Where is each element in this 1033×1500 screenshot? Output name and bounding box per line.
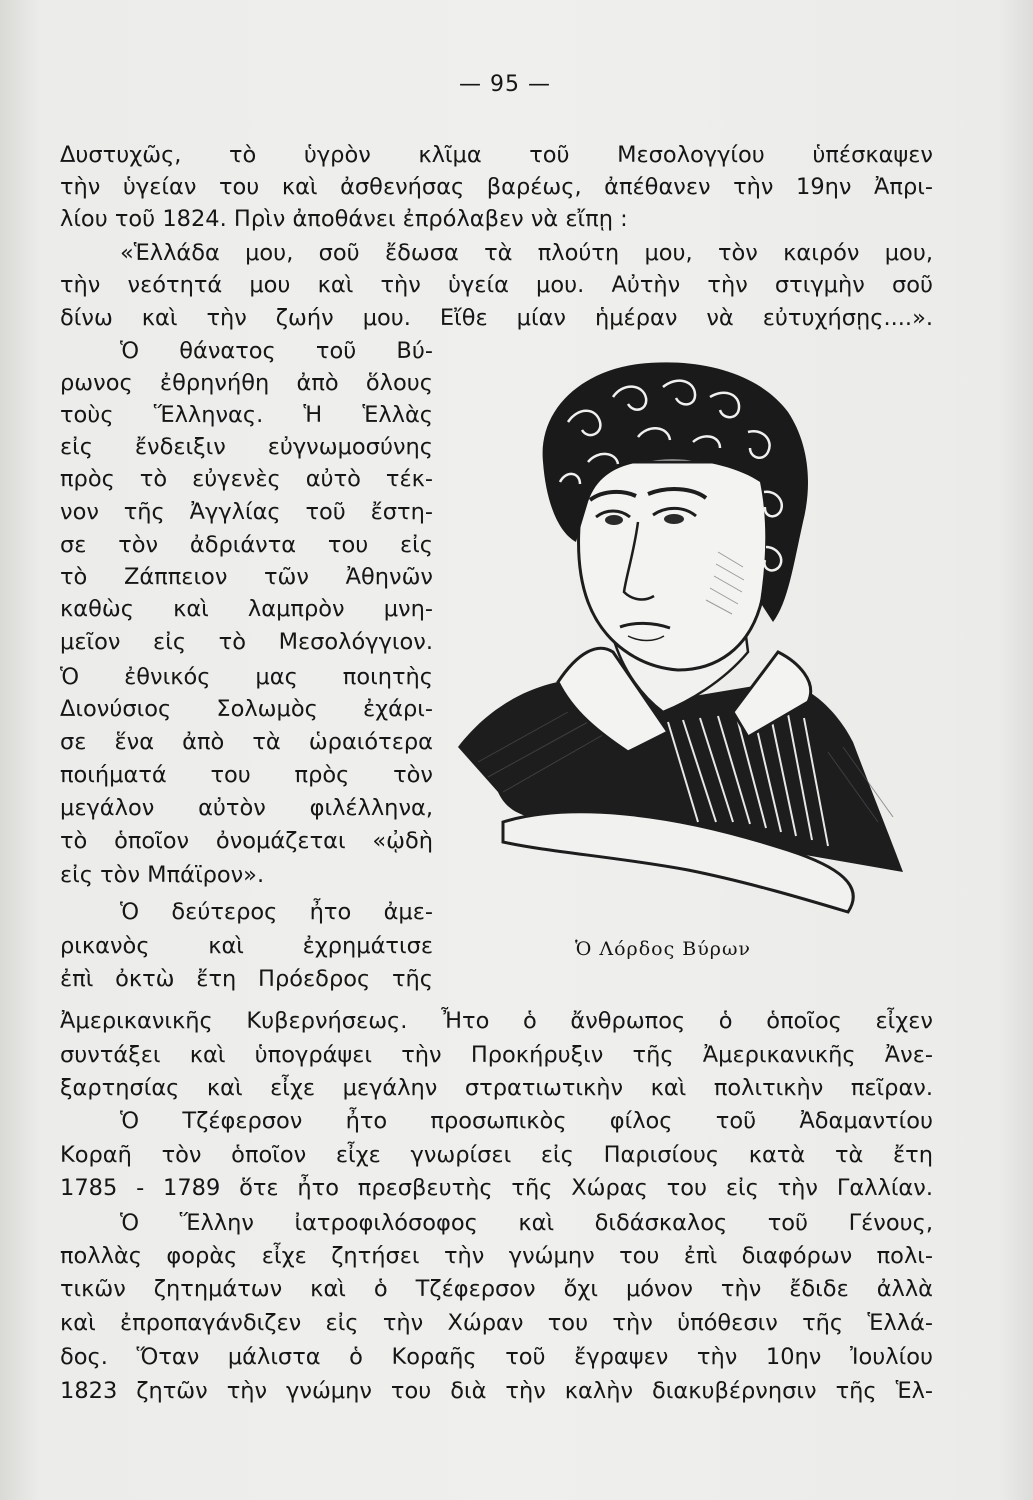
text-line: τὸ Ζάππειον τῶν Ἀθηνῶν bbox=[60, 564, 433, 590]
text-line: ρικανὸς καὶ ἐχρημάτισε bbox=[60, 933, 433, 959]
text-line: Ὁ θάνατος τοῦ Βύ- bbox=[120, 338, 433, 364]
text-line: τικῶν ζητημάτων καὶ ὁ Τζέφερσον ὄχι μόνον τὴν ἔδιδε ἀλλὰ bbox=[60, 1276, 933, 1302]
text-line: συντάξει καὶ ὑπογράψει τὴν Προκήρυξιν τῆς Ἀμερικανικῆς Ἀνε- bbox=[60, 1042, 933, 1068]
text-line: ρωνος ἐθρηνήθη ἀπὸ ὅλους bbox=[60, 370, 433, 396]
text-line: πολλὰς φορὰς εἶχε ζητήσει τὴν γνώμην του ἐπὶ διαφόρων πολι- bbox=[60, 1243, 933, 1269]
text-line: Ὁ Ἕλλην ἰατροφιλόσοφος καὶ διδάσκαλος τοῦ Γένους, bbox=[120, 1210, 933, 1236]
text-line: νον τῆς Ἀγγλίας τοῦ ἔστη- bbox=[60, 499, 433, 525]
text-line: σε ἕνα ἀπὸ τὰ ὡραιότερα bbox=[60, 729, 433, 755]
portrait-illustration bbox=[448, 352, 908, 932]
text-line: ἐπὶ ὀκτὼ ἔτη Πρόεδρος τῆς bbox=[60, 966, 433, 992]
text-line: ποιήματά του πρὸς τὸν bbox=[60, 762, 433, 788]
text-line: 1823 ζητῶν τὴν γνώμην του διὰ τὴν καλὴν διακυβέρνησιν τῆς Ἑλ- bbox=[60, 1378, 933, 1404]
text-line: λίου τοῦ 1824. Πρὶν ἀποθάνει ἐπρόλαβεν νὰ εἴπῃ : bbox=[60, 206, 628, 232]
text-line: τὸ ὁποῖον ὀνομάζεται «ᾠδὴ bbox=[60, 828, 433, 854]
text-line: τὴν νεότητά μου καὶ τὴν ὑγεία μου. Αὐτὴν τὴν στιγμὴν σοῦ bbox=[60, 272, 933, 298]
text-line: εἰς ἔνδειξιν εὐγνωμοσύνης bbox=[60, 434, 433, 460]
text-line: καθὼς καὶ λαμπρὸν μνη- bbox=[60, 596, 433, 622]
text-line: Δυστυχῶς, τὸ ὑγρὸν κλῖμα τοῦ Μεσολογγίου ὑπέσκαψεν bbox=[60, 142, 933, 168]
text-line: Διονύσιος Σολωμὸς ἐχάρι- bbox=[60, 696, 433, 722]
text-line: πρὸς τὸ εὐγενὲς αὐτὸ τέκ- bbox=[60, 466, 433, 492]
text-line: Ὁ Τζέφερσον ἦτο προσωπικὸς φίλος τοῦ Ἀδαμαντίου bbox=[120, 1108, 933, 1134]
text-line: καὶ ἐπροπαγάνδιζεν εἰς τὴν Χώραν του τὴν ὑπόθεσιν τῆς Ἑλλά- bbox=[60, 1310, 933, 1336]
text-line: Ἀμερικανικῆς Κυβερνήσεως. Ἦτο ὁ ἄνθρωπος ὁ ὁποῖος εἶχεν bbox=[60, 1008, 933, 1034]
text-line: Ὁ ἐθνικός μας ποιητὴς bbox=[60, 664, 433, 690]
text-line: δος. Ὅταν μάλιστα ὁ Κοραῆς τοῦ ἔγραψεν τὴν 10ην Ἰουλίου bbox=[60, 1344, 933, 1370]
text-line: τοὺς Ἕλληνας. Ἡ Ἑλλὰς bbox=[60, 402, 433, 428]
page-number: — 95 — bbox=[459, 72, 551, 97]
portrait-caption: Ὁ Λόρδος Βύρων bbox=[575, 938, 751, 960]
text-line: εἰς τὸν Μπάϊρον». bbox=[60, 862, 265, 888]
text-line: «Ἑλλάδα μου, σοῦ ἔδωσα τὰ πλούτη μου, τὸν καιρόν μου, bbox=[120, 240, 933, 266]
text-line: 1785 - 1789 ὅτε ἦτο πρεσβευτὴς τῆς Χώρας του εἰς τὴν Γαλλίαν. bbox=[60, 1175, 933, 1201]
text-line: μεῖον εἰς τὸ Μεσολόγγιον. bbox=[60, 629, 433, 655]
text-line: Ὁ δεύτερος ἦτο ἀμε- bbox=[120, 899, 433, 925]
text-line: σε τὸν ἀδριάντα του εἰς bbox=[60, 532, 433, 558]
text-line: δίνω καὶ τὴν ζωήν μου. Εἴθε μίαν ἡμέραν νὰ εὐτυχήσῃς....». bbox=[60, 305, 933, 331]
text-line: Κοραῆ τὸν ὁποῖον εἶχε γνωρίσει εἰς Παρισίους κατὰ τὰ ἔτη bbox=[60, 1142, 933, 1168]
text-line: μεγάλον αὐτὸν φιλέλληνα, bbox=[60, 795, 433, 821]
text-line: ξαρτησίας καὶ εἶχε μεγάλην στρατιωτικὴν καὶ πολιτικὴν πεῖραν. bbox=[60, 1075, 933, 1101]
text-line: τὴν ὑγείαν του καὶ ἀσθενήσας βαρέως, ἀπέθανεν τὴν 19ην Ἀπρι- bbox=[60, 174, 933, 200]
